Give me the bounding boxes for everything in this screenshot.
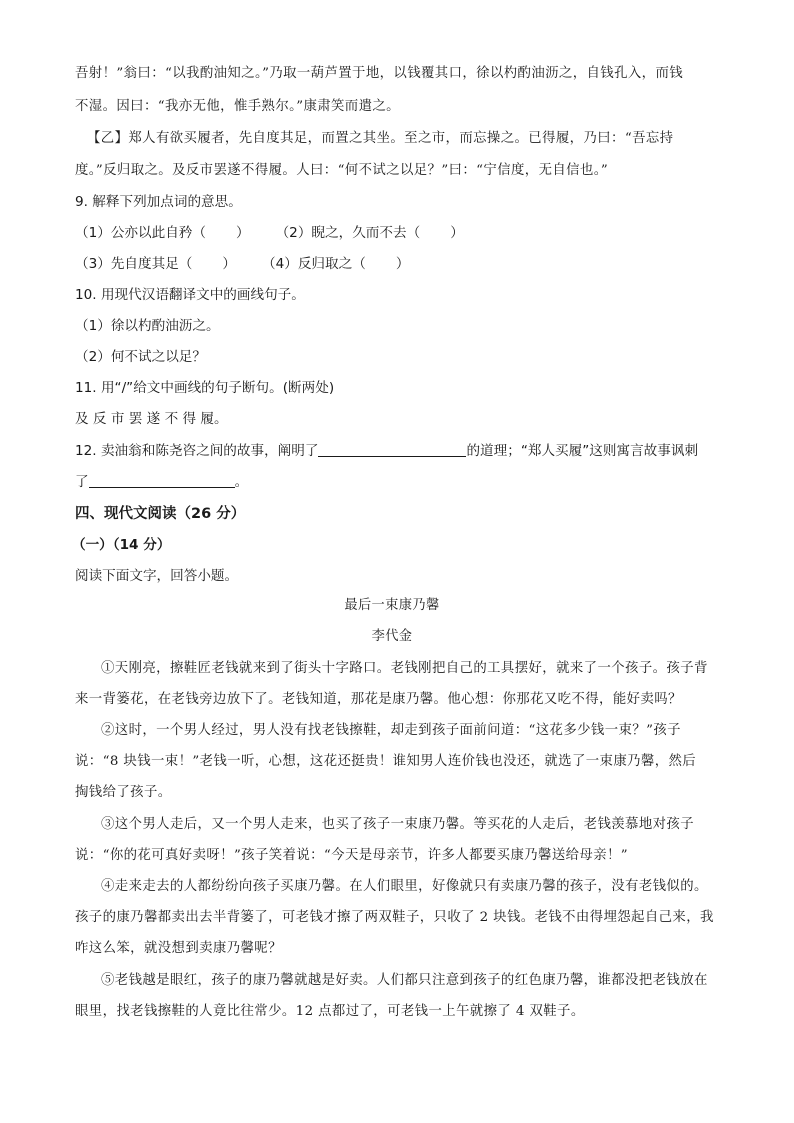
classical-text-line: 吾射！”翁曰：“以我酌油知之。”乃取一葫芦置于地，以钱覆其口，徐以杓酌油沥之，自钱孔入，而钱	[75, 66, 684, 81]
article-paragraph-line: 说：“你的花可真好卖呀！”孩子笑着说：“今天是母亲节，许多人都要买康乃馨送给母亲！”	[75, 848, 629, 863]
article-paragraph-line: 咋这么笨，就没想到卖康乃馨呢？	[75, 941, 282, 956]
article-paragraph-line: ⑤老钱越是眼红，孩子的康乃馨就越是好卖。人们都只注意到孩子的红色康乃馨，谁都没把老钱放在	[101, 973, 708, 988]
answer-blank	[89, 473, 235, 488]
article-title: 最后一束康乃馨	[344, 598, 440, 613]
question-10-item: （2）何不试之以足？	[75, 349, 206, 365]
question-12-line-1: 12. 卖油翁和陈尧咨之间的故事，阐明了 的道理；“郑人买履”这则寓言故事讽刺	[75, 443, 699, 459]
answer-blank	[318, 442, 466, 457]
article-paragraph-line: ①天刚亮，擦鞋匠老钱就来到了街头十字路口。老钱刚把自己的工具摆好，就来了一个孩子。孩子背	[101, 661, 708, 676]
question-10-item: （1）徐以杓酌油沥之。	[75, 318, 220, 334]
reading-instruction: 阅读下面文字，回答小题。	[75, 568, 239, 584]
article-author: 李代金	[371, 629, 413, 644]
article-paragraph-line: 来一背篓花，在老钱旁边放下了。老钱知道，那花是康乃馨。他心想：你那花又吃不得，能好卖吗？	[75, 692, 682, 707]
q9-item-3: （3）先自度其足（	[75, 256, 193, 272]
article-paragraph-line: ②这时，一个男人经过，男人没有找老钱擦鞋，却走到孩子面前问道：“这花多少钱一束？”孩子	[101, 723, 681, 738]
passage-yi-line: 【乙】郑人有欲买履者，先自度其足，而置之其坐。至之市，而忘操之。已得履，乃曰：“吾忘持	[87, 131, 674, 146]
question-11-sentence: 及 反 市 罢 遂 不 得 履。	[75, 411, 228, 427]
question-9-row-1: （1）公亦以此自矜（ ） （2）睨之，久而不去（ ）	[75, 225, 464, 241]
subsection-heading: （一）（14 分）	[72, 537, 171, 553]
passage-yi-line: 度。”反归取之。及反市罢遂不得履。人曰：“何不试之以足？”曰：“宁信度，无自信也。”	[75, 163, 609, 178]
article-paragraph-line: 眼里，找老钱擦鞋的人竟比往常少。12 点都过了，可老钱一上午就擦了 4 双鞋子。	[75, 1004, 585, 1019]
article-paragraph-line: ④走来走去的人都纷纷向孩子买康乃馨。在人们眼里，好像就只有卖康乃馨的孩子，没有老钱似的。	[101, 879, 708, 894]
q9-item-4: （4）反归取之（	[262, 256, 366, 272]
q9-item-1: （1）公亦以此自矜（	[75, 225, 206, 241]
article-paragraph-line: ③这个男人走后，又一个男人走来，也买了孩子一束康乃馨。等买花的人走后，老钱羡慕地对孩子	[101, 817, 694, 832]
section-heading: 四、现代文阅读（26 分）	[75, 506, 246, 522]
classical-text-line: 不湿。因曰：“我亦无他，惟手熟尔。”康肃笑而遣之。	[75, 99, 400, 114]
article-paragraph-line: 掏钱给了孩子。	[75, 785, 172, 800]
question-12-line-2: 了 。	[75, 474, 249, 490]
article-paragraph-line: 孩子的康乃馨都卖出去半背篓了，可老钱才擦了两双鞋子，只收了 2 块钱。老钱不由得埋怨起自己来，我	[75, 910, 714, 925]
question-10-title: 10. 用现代汉语翻译文中的画线句子。	[75, 287, 305, 303]
article-paragraph-line: 说：“8 块钱一束！”老钱一听，心想，这花还挺贵！谁知男人连价钱也没还，就选了一束康乃馨，然后	[75, 754, 697, 769]
q9-item-2: （2）睨之，久而不去（	[275, 225, 421, 241]
question-11-title: 11. 用“/”给文中画线的句子断句。(断两处)	[75, 380, 335, 396]
question-9-title: 9. 解释下列加点词的意思。	[75, 194, 242, 210]
question-9-row-2: （3）先自度其足（ ） （4）反归取之（ ）	[75, 256, 410, 272]
